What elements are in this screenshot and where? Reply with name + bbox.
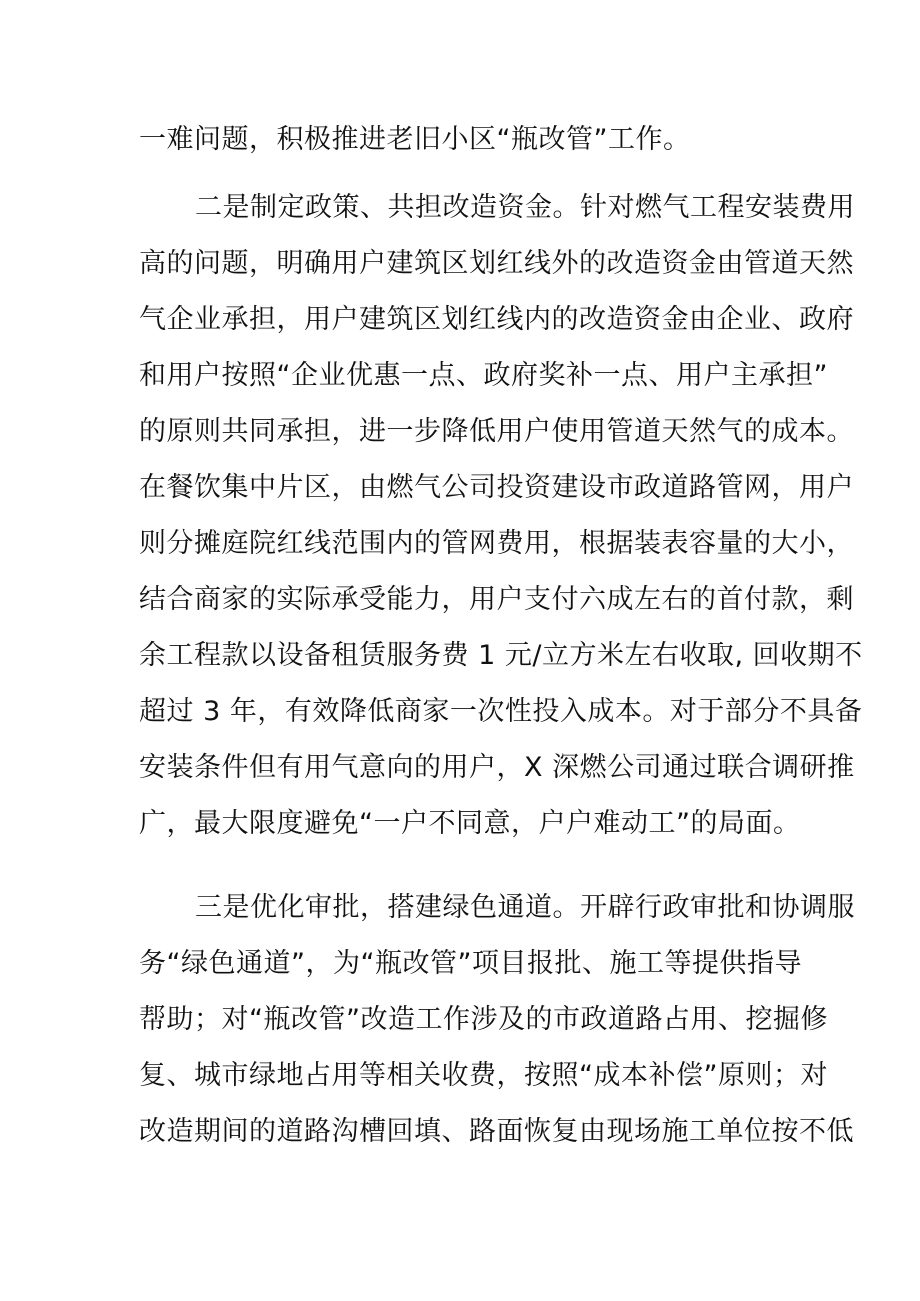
text-line: 广，最大限度避免“一户不同意，户户难动工”的局面。: [139, 808, 801, 839]
text-line: 帮助；对“瓶改管”改造工作涉及的市政道路占用、挖掘修: [139, 1004, 828, 1035]
text-line: 改造期间的道路沟槽回填、路面恢复由现场施工单位按不低: [139, 1116, 854, 1147]
text-line: 气企业承担，用户建筑区划红线内的改造资金由企业、政府: [139, 304, 854, 335]
text-line: 的原则共同承担，进一步降低用户使用管道天然气的成本。: [139, 416, 854, 447]
text-line: 高的问题，明确用户建筑区划红线外的改造资金由管道天然: [139, 248, 854, 279]
text-line: 一难问题，积极推进老旧小区“瓶改管”工作。: [139, 124, 691, 155]
text-line: 复、城市绿地占用等相关收费，按照“成本补偿”原则；对: [139, 1060, 828, 1091]
text-line: 在餐饮集中片区，由燃气公司投资建设市政道路管网，用户: [139, 472, 854, 503]
paragraph-3-line: 三是优化审批，搭建绿色通道。开辟行政审批和协调服: [195, 892, 855, 923]
text-line: 余工程款以设备租赁服务费 1 元/立方米左右收取, 回收期不: [139, 640, 863, 671]
text-line: 则分摊庭院红线范围内的管网费用，根据装表容量的大小，: [139, 528, 854, 559]
text-line: 超过 3 年，有效降低商家一次性投入成本。对于部分不具备: [139, 696, 863, 727]
text-line: 和用户按照“企业优惠一点、政府奖补一点、用户主承担”: [139, 360, 828, 391]
paragraph-2-line: 二是制定政策、共担改造资金。针对燃气工程安装费用: [195, 192, 855, 223]
text-line: 安装条件但有用气意向的用户，X 深燃公司通过联合调研推: [139, 752, 855, 783]
text-line: 务“绿色通道”，为“瓶改管”项目报批、施工等提供指导: [139, 948, 802, 979]
text-line: 结合商家的实际承受能力，用户支付六成左右的首付款，剩: [139, 584, 854, 615]
